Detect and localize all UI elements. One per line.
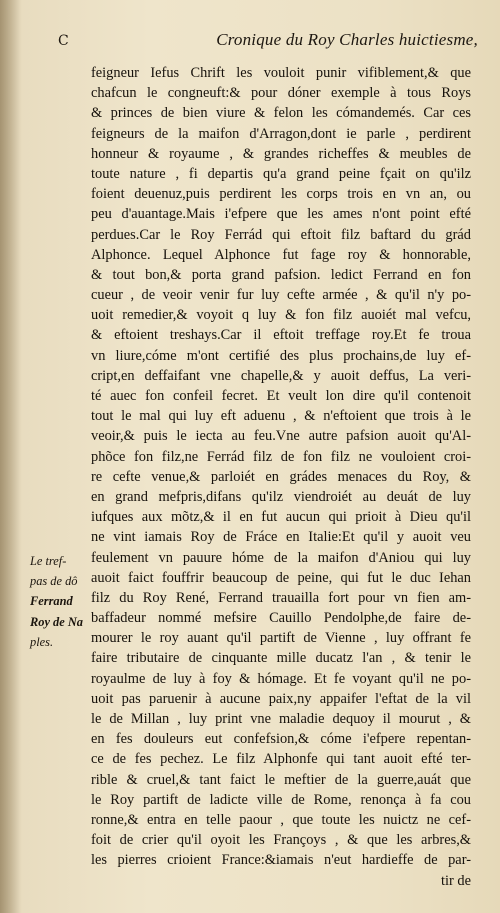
text-line: le Roy partift de ladicte ville de Rome, renonça à fa cou bbox=[91, 791, 471, 808]
running-header bbox=[58, 30, 478, 50]
margin-note-line: pas de dô bbox=[30, 574, 78, 589]
margin-note-line: Roy de Na bbox=[30, 614, 83, 629]
margin-note-line: ples. bbox=[30, 634, 54, 649]
text-line: peu d'auantage.Mais i'efpere que les ames n'ont point efté bbox=[91, 206, 471, 223]
text-line: foit de crier qu'il oyoit les Françoys , & que les arbres,& bbox=[91, 832, 471, 849]
text-line: veoir,& puis le iecta au feu.Vne autre pafsion auoit qu'Al- bbox=[91, 428, 471, 445]
margin-note-line: Ferrand bbox=[30, 594, 73, 609]
text-line: & eftoient treshays.Car il eftoit treffage roy.Et fe troua bbox=[91, 327, 471, 344]
text-line: baffadeur nommé mefsire Cauillo Pendolphe,de faire de- bbox=[91, 610, 471, 627]
margin-note-line: Le tref- bbox=[30, 554, 67, 568]
text-line: chafcun le congneuft:& pour dóner exemple à tous Roys bbox=[91, 85, 471, 102]
text-line: cript,en deffaifant vne chapelle,& y auoit deffus, La veri- bbox=[91, 367, 471, 384]
text-line: ce de fes pechez. Le filz Alphonfe qui tant auoit efté ter- bbox=[91, 751, 471, 768]
text-line: tir de bbox=[441, 872, 471, 889]
text-line: & princes de bien viure & felon les cómandemés. Car ces bbox=[91, 105, 471, 122]
text-line: en grand mefpris,difans qu'ilz viendroiét au deuát de luy bbox=[91, 488, 471, 505]
body-text bbox=[91, 63, 471, 891]
text-line: uoit remedier,& voyoit q luy & fon filz auoiét mal vefcu, bbox=[91, 307, 471, 324]
text-line: perdues.Car le Roy Ferrád qui eftoit filz baftard du grád bbox=[91, 226, 471, 243]
text-line: iufques aux mõtz,& il en fut aucun qui prioit à Dieu qu'il bbox=[91, 509, 471, 526]
text-line: re cefte venue,& parloiét en grádes menaces du Roy, & bbox=[91, 468, 471, 485]
text-line: feigneur Iefus Chrift les vouloit punir vifiblement,& que bbox=[91, 65, 471, 81]
text-line: & tout bon,& porta grand pafsion. ledict Ferrand en fon bbox=[91, 266, 471, 283]
text-line: té auec fon confeil fecret. Et veult lon dire qu'il contenoit bbox=[91, 388, 471, 404]
text-line: en fes douleurs eut confefsion,& cóme i'efpere repentan- bbox=[91, 731, 471, 748]
text-line: le de Millan , luy print vne maladie dequoy il mourut , & bbox=[91, 711, 471, 727]
text-line: rible & cruel,& tant faict le meftier de la guerre,auát que bbox=[91, 771, 471, 788]
text-line: tout le mal qui luy eft aduenu , & n'eftoient que trois à le bbox=[91, 408, 471, 425]
text-line: cueur , de veoir venir fur luy cefte armée , & qu'il n'y po- bbox=[91, 287, 471, 304]
text-line: uoit pas paruenir à aucune paix,ny appaifer l'eftat de la vil bbox=[91, 690, 471, 707]
text-line: ne vint iamais Roy de Fráce en Italie:Et qu'il y auoit veu bbox=[91, 529, 471, 546]
margin-note bbox=[30, 551, 86, 652]
text-line: faire tributaire de cinquante mille ducatz l'an , & tenir le bbox=[91, 650, 471, 667]
binding-shadow bbox=[0, 0, 22, 913]
text-line: filz du Roy René, Ferrand trauailla fort pour vn fien am- bbox=[91, 589, 471, 606]
text-line: les pierres crioient France:&iamais n'eut hardieffe de par- bbox=[91, 852, 471, 869]
text-line: royaulme de luy à foy & hómage. Et fe voyant qu'il ne po- bbox=[91, 670, 471, 687]
text-line: foient deuenuz,puis perdirent les corps trois en vn an, ou bbox=[91, 186, 471, 203]
text-line: vn liure,cóme m'ont certifié des plus prochains,de luy ef- bbox=[91, 347, 471, 364]
text-line: feigneurs de la maifon d'Arragon,dont ie parle , perdirent bbox=[91, 125, 471, 142]
text-line: mourer le roy auant qu'il partift de Vienne , luy offrant fe bbox=[91, 630, 471, 647]
running-title: Cronique du Roy Charles huictiesme, bbox=[216, 30, 478, 49]
text-line: toute nature , fi departis qu'a grand peine fçait on qu'ilz bbox=[91, 165, 471, 182]
text-line: Alphonce. Lequel Alphonce fut fage roy & honnorable, bbox=[91, 246, 471, 263]
text-line: auoit faict fouffrir beaucoup de peine, qui fut le duc Iehan bbox=[91, 569, 471, 586]
signature-mark: C bbox=[58, 33, 69, 49]
text-line: feulement vn pauure hóme de la maifon d'Aniou qui luy bbox=[91, 549, 471, 566]
text-line: phõce fon filz,ne Ferrád filz de fon filz ne vouloient croi- bbox=[91, 448, 471, 465]
text-line: honneur & royaume , & grandes richeffes & meubles de bbox=[91, 145, 471, 162]
text-line: ronne,& entra en telle paour , que toute les nuictz ne cef- bbox=[91, 811, 471, 828]
